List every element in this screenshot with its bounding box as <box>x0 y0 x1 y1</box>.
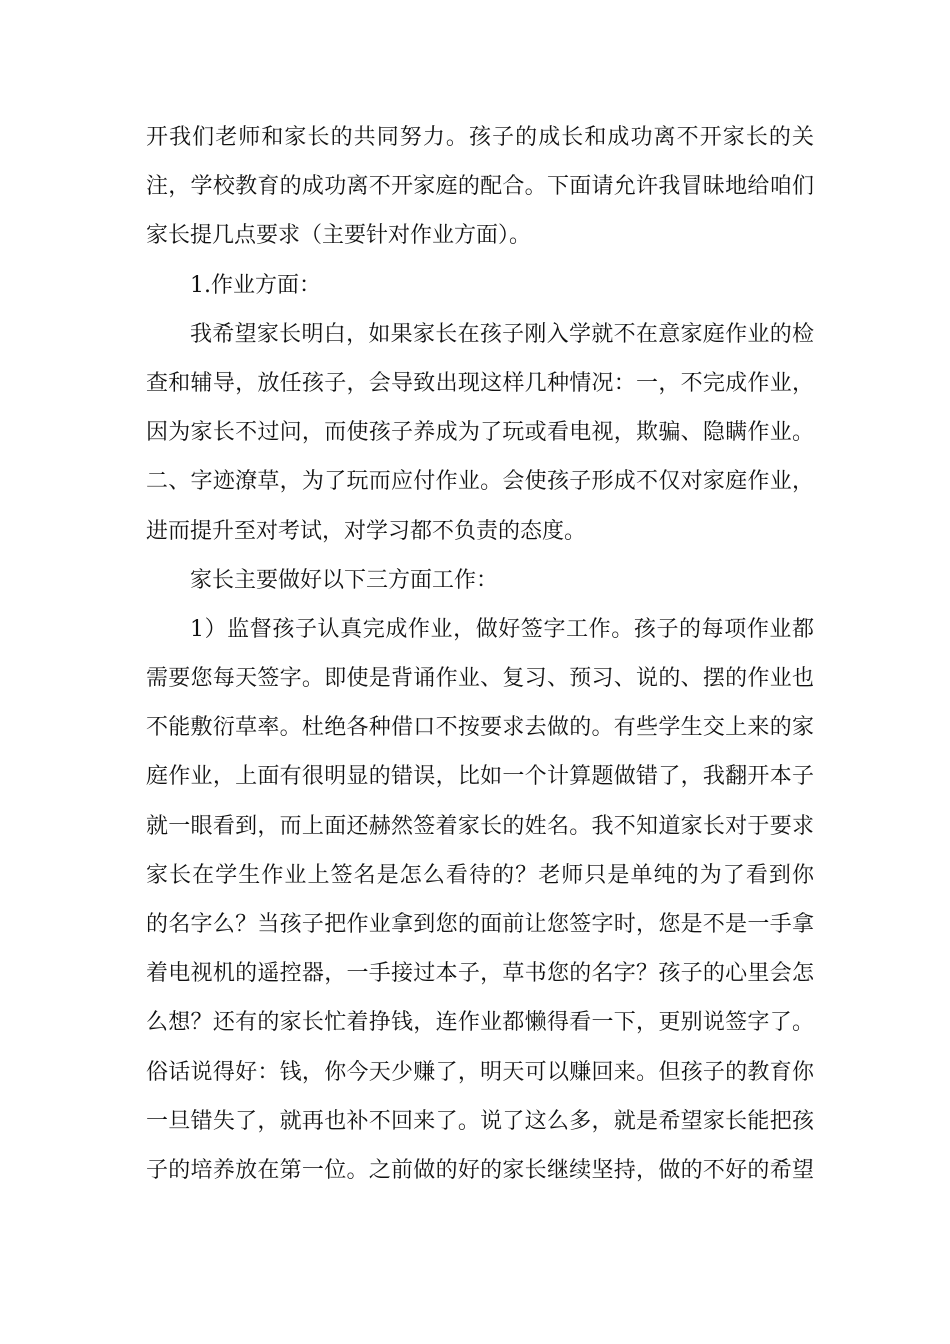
text-line: 开我们老师和家长的共同努力。孩子的成长和成功离不开家长的关 <box>146 125 814 150</box>
text-line: 就一眼看到，而上面还赫然签着家长的姓名。我不知道家长对于要求 <box>146 813 814 839</box>
text-line: 1）监督孩子认真完成作业，做好签字工作。孩子的每项作业都 <box>190 616 814 642</box>
text-line: 着电视机的遥控器，一手接过本子，草书您的名字？孩子的心里会怎 <box>146 961 814 987</box>
text-line: 么想？还有的家长忙着挣钱，连作业都懒得看一下，更别说签字了。 <box>146 1010 814 1036</box>
text-line: 家长提几点要求（主要针对作业方面）。 <box>146 223 532 249</box>
text-line: 我希望家长明白，如果家长在孩子刚入学就不在意家庭作业的检 <box>190 321 814 347</box>
text-line: 一旦错失了，就再也补不回来了。说了这么多，就是希望家长能把孩 <box>146 1108 814 1134</box>
text-line: 家长主要做好以下三方面工作： <box>190 567 499 593</box>
text-line: 需要您每天签字。即使是背诵作业、复习、预习、说的、摆的作业也 <box>146 666 814 692</box>
text-line: 进而提升至对考试，对学习都不负责的态度。 <box>146 518 587 544</box>
text-line: 庭作业，上面有很明显的错误，比如一个计算题做错了，我翻开本子 <box>146 764 814 790</box>
text-line: 注，学校教育的成功离不开家庭的配合。下面请允许我冒昧地给咱们 <box>146 174 814 200</box>
text-line: 二、字迹潦草，为了玩而应付作业。会使孩子形成不仅对家庭作业， <box>146 469 814 495</box>
section-heading: 1.作业方面： <box>190 272 321 298</box>
text-line: 俗话说得好：钱，你今天少赚了，明天可以赚回来。但孩子的教育你 <box>146 1059 814 1085</box>
text-line: 的名字么？当孩子把作业拿到您的面前让您签字时，您是不是一手拿 <box>146 912 814 937</box>
text-line: 因为家长不过问，而使孩子养成为了玩或看电视，欺骗、隐瞒作业。 <box>146 420 814 446</box>
text-line: 家长在学生作业上签名是怎么看待的？老师只是单纯的为了看到你 <box>146 862 814 888</box>
text-line: 子的培养放在第一位。之前做的好的家长继续坚持，做的不好的希望 <box>146 1157 814 1183</box>
body-text <box>146 113 814 1195</box>
text-line: 查和辅导，放任孩子，会导致出现这样几种情况：一，不完成作业， <box>146 370 814 396</box>
text-line: 不能敷衍草率。杜绝各种借口不按要求去做的。有些学生交上来的家 <box>146 715 814 741</box>
